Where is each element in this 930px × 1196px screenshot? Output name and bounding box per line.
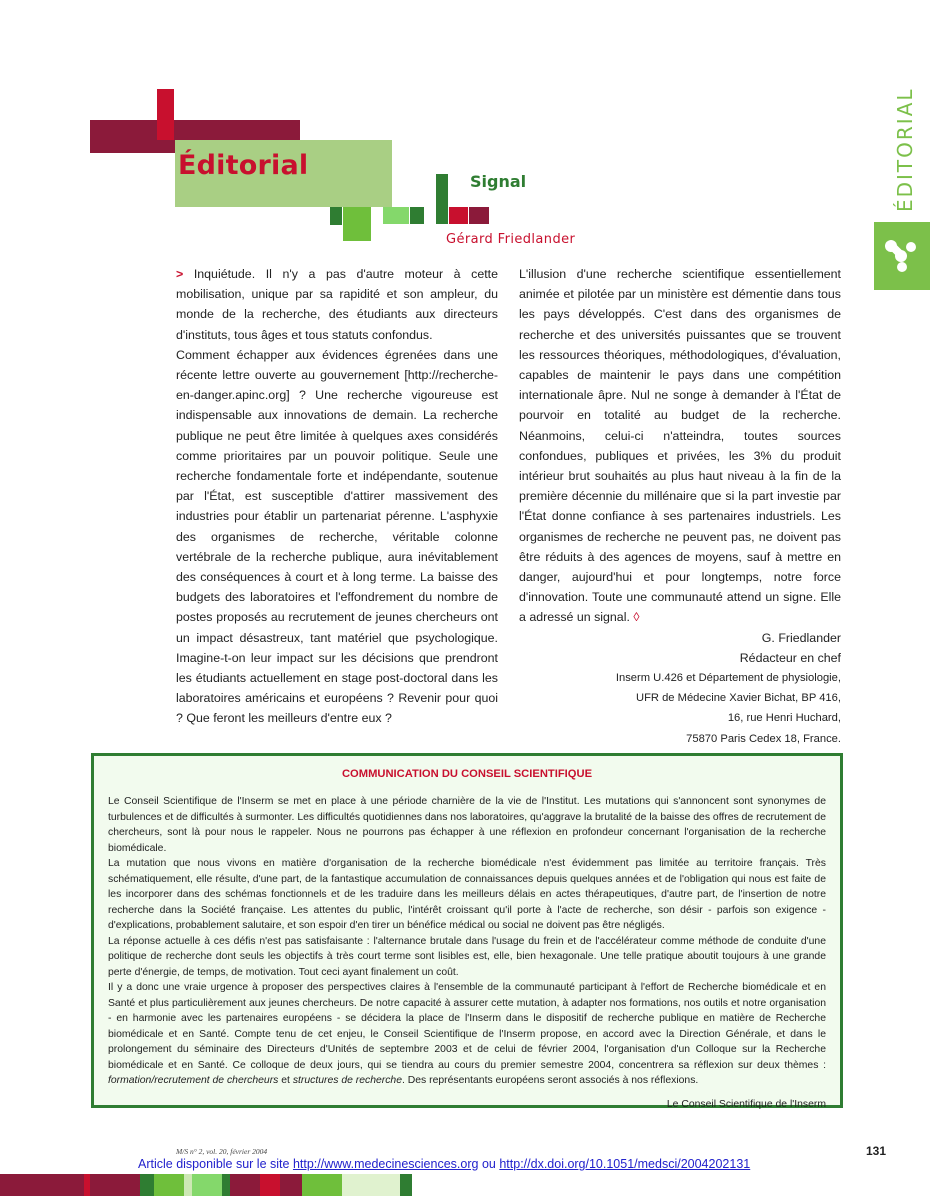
signature-role: Rédacteur en chef (739, 650, 841, 665)
header-block-red-vertical (157, 89, 174, 140)
author-name: Gérard Friedlander (446, 232, 576, 247)
side-logo-block (874, 222, 930, 290)
footer-strip-red-2 (260, 1174, 280, 1196)
box-paragraph-3: La réponse actuelle à ces défis n'est pas satisfaisante : l'alternance brutale dans l'usage du frein et de l'accélérateur comme méthode de conduite d'une politique de recherche dont seuls les objectifs à très court terme sont lisibles est, elle, bien hexagonale. Une telle pratique aboutit toujours à une grande perte d'énergie, de temps, de motivation. Tout ceci ayant finalement un coût. (108, 935, 826, 978)
box-paragraph-1: Le Conseil Scientifique de l'Inserm se met en place à une période charnière de la vie de l'Institut. Les mutations qui s'annoncent sont synonymes de turbulences et de difficultés à surmonter. Les difficultés quotidiennes dans nos laboratoires, qu'aggrave la brutalité de la baisse des offres de recrutement de chercheurs, sont là pour nous le rappeler. Nous ne pourrons pas échapper à une réflexion en profondeur concernant l'organisation de la recherche biomédicale. (108, 796, 826, 854)
page-title: Éditorial (178, 150, 309, 181)
article-subtitle: Signal (470, 172, 527, 191)
header-block-dark-green-vertical (436, 174, 448, 224)
box-signature: Le Conseil Scientifique de l'Inserm (666, 1098, 826, 1110)
box-title: COMMUNICATION DU CONSEIL SCIENTIFIQUE (341, 768, 593, 780)
header-block-dark-green-1 (330, 207, 342, 225)
body-right-column (519, 264, 841, 769)
footer-strip-dark-green (140, 1174, 154, 1196)
paragraph-arrow-icon: > (176, 267, 184, 281)
doi-link[interactable]: http://dx.doi.org/10.1051/medsci/2004202131 (499, 1157, 751, 1171)
footer-strip-green (154, 1174, 184, 1196)
footer-strip-maroon-4 (280, 1174, 302, 1196)
availability-line: Article disponible sur le site http://www.medecinesciences.org ou http://dx.doi.org/10.1051/medsci/2004202131 (138, 1157, 751, 1171)
body-paragraph-intro: > Inquiétude. Il n'y a pas d'autre moteur à cette mobilisation, unique par sa rapidité et son ampleur, du monde de la recherche, des étudiants aux directeurs d'instituts, tous âges et tous statuts confondus. (176, 267, 498, 342)
box-paragraph-2: La mutation que nous vivons en matière d'organisation de la recherche biomédicale n'est évidemment pas limitée au territoire français. Très schématiquement, elle résulte, d'une part, de la fantastique accumulation de connaissances depuis quelques années et de l'obligation qui nous est faite de les incorporer dans des schémas fonctionnels et de les traduire dans les meilleurs délais en actes thérapeutiques, d'autre part, de l'insertion de notre recherche dans la Société française. Les attentes du public, l'intérêt croissant qu'il porte à l'acte de recherche, son désir - parfois son exigence - d'explications, probablement salutaire, et son espoir d'en tirer un bénéfice médical ou social ne doivent pas être négligés. (108, 858, 826, 931)
footer-strip-dark-green-2 (222, 1174, 230, 1196)
body-paragraph-2: Comment échapper aux évidences égrenées dans une récente lettre ouverte au gouvernement [http://recherche-en-danger.apinc.org] ? Une recherche vigoureuse est indispensable aux innovations de demain. La recherche publique ne peut être limitée à quelques axes considérés comme prioritaires par un pouvoir politique. Seule une recherche fondamentale forte et indépendante, soutenue par l'État, est susceptible d'attirer massivement des industries pour établir un partenariat pérenne. L'asphyxie des organismes de recherche, véritable colonne vertébrale de la recherche publique, aura inévitablement des conséquences à court et à long terme. La baisse des budgets des laboratoires et l'effondrement du nombre de postes proposés au recrutement de jeunes chercheurs ont un impact désastreux, tant matériel que psychologique. Imagine-t-on leur impact sur les décisions que prendront les étudiants actuellement en stage post-doctoral dans les laboratoires américains et européens ? Revenir pour quoi ? Que feront les meilleurs d'entre eux ? (176, 347, 498, 726)
journal-reference: M/S n° 2, vol. 20, février 2004 (176, 1147, 268, 1156)
header-block-green-2 (410, 207, 424, 224)
header-block-green-1 (343, 207, 371, 241)
footer-strip-maroon-3 (230, 1174, 260, 1196)
body-paragraph-3: L'illusion d'une recherche scientifique essentiellement animée et pilotée par un ministère est démentie dans tous les pays développés. C'est dans des organismes de recherche et des universités puissantes que se trouvent les ressources théoriques, méthodologiques, d'évaluation, capables de maintenir le pays dans une compétition internationale âpre. Nul ne songe à demander à l'État de pourvoir en totalité au budget de la recherche. Néanmoins, celui-ci n'atteindra, toutes sources confondues, publiques et privées, les 3% du produit intérieur brut souhaités au plus haut niveau à la fin de la première décennie du millénaire que si la part investie par l'État donne confiance à ses partenaires industriels. Les organismes de recherche ne peuvent pas, ne doivent pas être réduits à des agences de moyens, sauf à mettre en danger, aujourd'hui et pour longtemps, notre force d'innovation. Toute une communauté attend un signe. Elle a adressé un signal. ◊ (519, 267, 841, 625)
footer-strip-maroon (0, 1174, 84, 1196)
footer-strip-pale (184, 1174, 192, 1196)
body-left-column (176, 264, 498, 729)
header-block-maroon-small (469, 207, 489, 224)
side-section-label: ÉDITORIAL (893, 87, 917, 212)
signature-name: G. Friedlander (761, 630, 841, 645)
address-line: Inserm U.426 et Département de physiologie, (615, 672, 841, 685)
footer-strip-light-green (192, 1174, 222, 1196)
footer-strip-dark-green-3 (400, 1174, 412, 1196)
communication-box (91, 753, 843, 1108)
page-number: 131 (866, 1144, 887, 1158)
header-block-red-small (449, 207, 468, 224)
medecinesciences-link[interactable]: http://www.medecinesciences.org (292, 1157, 479, 1171)
footer-strip-green-2 (302, 1174, 342, 1196)
footer-strip-pale-2 (342, 1174, 400, 1196)
footer-strip-maroon-2 (90, 1174, 140, 1196)
address-line: UFR de Médecine Xavier Bichat, BP 416, (635, 692, 841, 705)
end-mark-icon: ◊ (633, 610, 640, 625)
box-paragraph-4: Il y a donc une vraie urgence à proposer des perspectives claires à l'ensemble de la communauté participant à l'effort de Recherche biomédicale et en Santé et plus particulièrement aux jeunes chercheurs. De notre capacité à assurer cette mutation, à adapter nos formations, nos outils et notre organisation - en harmonie avec les partenaires européens - se décidera la place de l'Inserm dans le dispositif de recherche publique en matière de Recherche biomédicale et en Santé. Compte tenu de cet enjeu, le Conseil Scientifique de l'Inserm propose, en accord avec la Direction Générale, et dans le prolongement du séminaire des Directeurs d'Unités de septembre 2003 et de celui de février 2004, l'organisation d'un Colloque sur la Recherche biomédicale et en Santé. Ce colloque de deux jours, qui se tiendra au cours du premier semestre 2004, concentrera sa réflexion sur deux thèmes : formation/recrutement de chercheurs et structures de recherche. Des représentants européens seront associés à nos réflexions. (108, 982, 826, 1086)
address-line: 75870 Paris Cedex 18, France. (686, 732, 841, 745)
address-line: 16, rue Henri Huchard, (727, 712, 841, 725)
three-lobed-logo-icon (884, 238, 918, 272)
header-block-light-green-1 (383, 207, 409, 224)
